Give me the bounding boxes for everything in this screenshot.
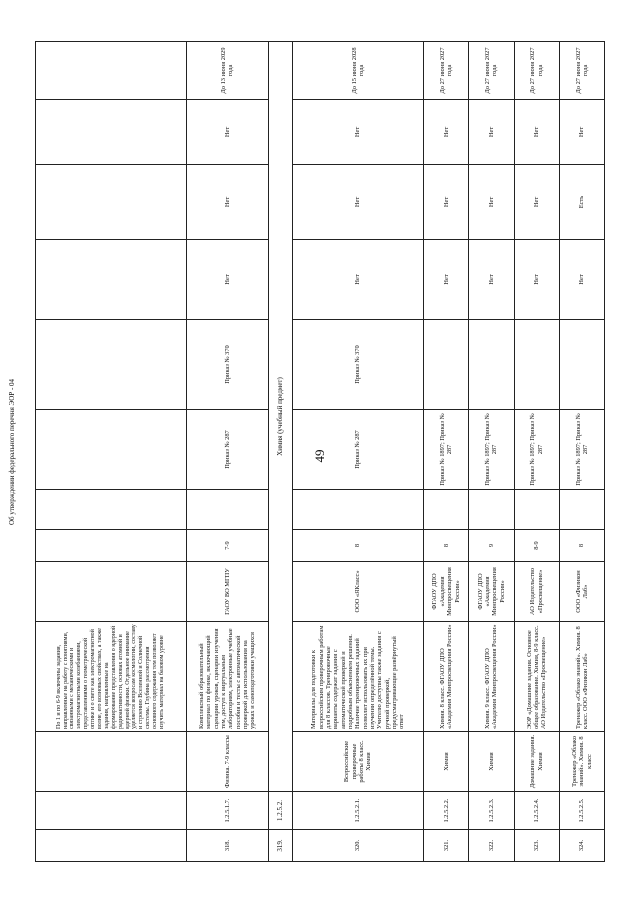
cell-c8: Приказ № 1897; Приказ № 287 <box>559 410 604 490</box>
resource-grade: 9 <box>469 530 514 562</box>
row-number: 321. <box>424 830 469 862</box>
table-row <box>424 42 469 862</box>
cell-c8: Приказ № 287 <box>292 410 423 490</box>
cell-c13: До 27 июня 2027 года <box>469 42 514 100</box>
cell-c9: Приказ № 370 <box>186 320 268 410</box>
cell-c13: До 13 июня 2029 года <box>186 42 268 100</box>
cell-c8: Приказ № 1897; Приказ № 287 <box>514 410 559 490</box>
cell-c11: Нет <box>469 165 514 240</box>
resource-name: Всероссийские проверочные работы 8 класс. Химия <box>292 732 423 792</box>
row-number: 318. <box>186 830 268 862</box>
resource-grade: 8 <box>559 530 604 562</box>
cell-c10: Нет <box>514 240 559 320</box>
cell-c12: Нет <box>559 100 604 165</box>
cell-c12: Нет <box>469 100 514 165</box>
page-number: 49 <box>312 449 327 463</box>
row-code: 1.2.5.2.5. <box>559 792 604 830</box>
table-row <box>469 42 514 862</box>
cell-c13: До 27 июня 2027 года <box>559 42 604 100</box>
cell-c7 <box>559 490 604 530</box>
table-row <box>292 42 423 862</box>
cell-c9 <box>469 320 514 410</box>
cell-c9 <box>514 320 559 410</box>
cell-c7 <box>424 490 469 530</box>
resource-org: АО Издательство «Просвещение» <box>514 562 559 622</box>
resource-org: ФГАОУ ДПО «Академия Минпросвещения России» <box>424 562 469 622</box>
row-number: 319. <box>268 830 292 862</box>
cell-c12: Нет <box>186 100 268 165</box>
cell-c9 <box>424 320 469 410</box>
section-title: Химия (учебный предмет) <box>268 42 292 792</box>
cell-c7 <box>186 490 268 530</box>
cell-c11: Нет <box>514 165 559 240</box>
resource-description: Химия. 9 класс. ФГАОУ ДПО «Академия Минпросвещения России» <box>469 622 514 732</box>
cell-c12: Нет <box>424 100 469 165</box>
resource-name: Тренажер «Облако знаний». Химия. 8 класс <box>559 732 604 792</box>
cell-c10: Нет <box>186 240 268 320</box>
description-cell: По 1 и по 6-9 включены задания, направленные на работу с понятиями, связанными с механическими и электромагнитными колебаниями, представлениями о геометрической оптике и о свете как электромагнитной волне, его волновых свойствах, а также задания, направленные на формирование представления о ядерной радиоактивности, основах атомной и ядерной физики. Отдельное внимание уделяется вопросам космологии, составу и строению Вселенной и Солнечной системы. Глубина рассмотрения основного содержания тем позволяет изучить материал на базовом уровне <box>36 622 187 732</box>
cell-c13: До 27 июня 2027 года <box>424 42 469 100</box>
cell-c10: Нет <box>424 240 469 320</box>
cell-c10: Нет <box>292 240 423 320</box>
resource-org: ООО «ЯКласс» <box>292 562 423 622</box>
row-code: 1.2.5.1.7. <box>186 792 268 830</box>
cell-c8: Приказ № 287 <box>186 410 268 490</box>
cell-c12: Нет <box>292 100 423 165</box>
cell-c9: Приказ № 370 <box>292 320 423 410</box>
cell-c9 <box>559 320 604 410</box>
resource-grade: 8 <box>292 530 423 562</box>
cell-c11: Есть <box>559 165 604 240</box>
resource-description: Комплексный образовательный материал по физике, включающий сценарии уроков, сценарии изучения тем, доступ к виртуальным лабораториям, электронные учебные пособия и тесты с автоматической проверкой для использования на уроках и самоподготовки учащихся <box>186 622 268 732</box>
row-number: 322. <box>469 830 514 862</box>
resource-name: Домашние задания. Химия <box>514 732 559 792</box>
cell-c7 <box>469 490 514 530</box>
footer-text: Об утверждении федерального перечня ЭОР - 04 <box>8 378 16 526</box>
cell-c12: Нет <box>514 100 559 165</box>
cell-c13: До 15 июня 2028 года <box>292 42 423 100</box>
cell-c11: Нет <box>186 165 268 240</box>
cell-c8: Приказ № 1897; Приказ № 287 <box>424 410 469 490</box>
cell-c7 <box>292 490 423 530</box>
resource-grade: 7-9 <box>186 530 268 562</box>
resource-name: Химия <box>424 732 469 792</box>
resource-description: Тренажер «Облако знаний». Химия. 8 класс. ООО «Физикон Лаб» <box>559 622 604 732</box>
row-code: 1.2.5.2.1. <box>292 792 423 830</box>
cell-c10: Нет <box>469 240 514 320</box>
row-code: 1.2.5.2.3. <box>469 792 514 830</box>
table-row <box>514 42 559 862</box>
resource-name: Химия <box>469 732 514 792</box>
resource-org: ООО «Физикон Лаб» <box>559 562 604 622</box>
cell-c13: До 27 июня 2027 года <box>514 42 559 100</box>
table-row <box>559 42 604 862</box>
resource-org: ГАОУ ВО МГПУ <box>186 562 268 622</box>
row-code: 1.2.5.2.2. <box>424 792 469 830</box>
table-row <box>186 42 268 862</box>
resource-grade: 8-9 <box>514 530 559 562</box>
row-code: 1.2.5.2. <box>268 792 292 830</box>
table-row <box>36 42 187 862</box>
resources-table <box>35 41 605 862</box>
cell-c10: Нет <box>559 240 604 320</box>
resource-org: ФГАОУ ДПО «Академия Минпросвещения России» <box>469 562 514 622</box>
cell-c11: Нет <box>424 165 469 240</box>
rotated-table-container <box>35 42 605 862</box>
row-number: 324. <box>559 830 604 862</box>
resource-description: Материалы для подготовки к всероссийским проверочным работам для 8 классов. Тренировочные варианты содержат задания с автоматической проверкой и подробным объяснением решения. Наличие тренировочных заданий позволит использовать их при изучении определённой темы. Учителю доступны также задания с ручной проверкой, предусматривающие развёрнутый ответ <box>292 622 423 732</box>
resource-description: ЭОР «Домашние задания. Основное общее образование. Химия, 8-9 класс. АО Издательство «Просвещение» <box>514 622 559 732</box>
table-row <box>268 42 292 862</box>
cell-c7 <box>514 490 559 530</box>
cell-c8: Приказ № 1897; Приказ № 287 <box>469 410 514 490</box>
row-code: 1.2.5.2.4. <box>514 792 559 830</box>
cell-c11: Нет <box>292 165 423 240</box>
row-number: 323. <box>514 830 559 862</box>
resource-description: Химия. 8 класс. ФГАОУ ДПО «Академия Минпросвещения России» <box>424 622 469 732</box>
row-number: 320. <box>292 830 423 862</box>
resource-grade: 8 <box>424 530 469 562</box>
resource-name: Физика. 7-9 классы <box>186 732 268 792</box>
